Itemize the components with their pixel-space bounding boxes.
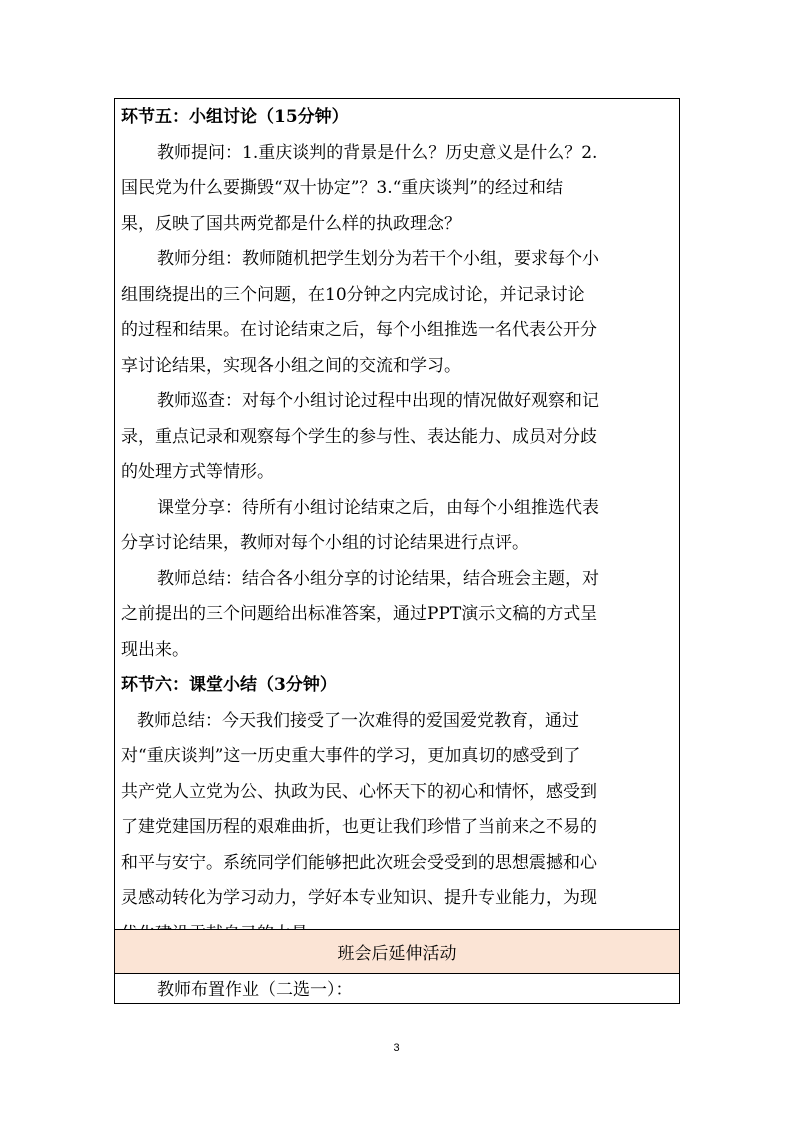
text-line: 教师总结：今天我们接受了一次难得的爱国爱党教育，通过 (137, 710, 579, 731)
text-line: 对“重庆谈判”这一历史重大事件的学习，更加真切的感受到了 (121, 746, 581, 766)
text-line: 教师提问：1.重庆谈判的背景是什么？历史意义是什么？2. (157, 142, 598, 163)
section-heading: 环节六：课堂小结（3分钟） (121, 675, 337, 695)
text-line: 灵感动转化为学习动力，学好本专业知识、提升专业能力，为现 (121, 888, 597, 908)
text-line: 和平与安宁。系统同学们能够把此次班会受受到的思想震撼和心 (121, 852, 597, 873)
text-line: 教师总结：结合各小组分享的讨论结果，结合班会主题，对 (157, 568, 599, 589)
text-line: 的过程和结果。在讨论结束之后，每个小组推选一名代表公开分 (121, 320, 597, 340)
text-line: 的处理方式等情形。 (121, 462, 274, 482)
text-line: 教师布置作业（二选一）： (157, 980, 353, 1000)
main-content-cell (115, 99, 679, 930)
text-line: 果，反映了国共两党都是什么样的执政理念？ (121, 213, 461, 234)
lesson-table (114, 98, 680, 1004)
text-line: 教师巡查：对每个小组讨论过程中出现的情况做好观察和记 (157, 391, 599, 411)
text-line: 课堂分享：待所有小组讨论结束之后，由每个小组推选代表 (157, 497, 599, 518)
page-number: 3 (393, 1042, 400, 1054)
homework-cell (115, 974, 679, 1005)
text-line: 享讨论结果，实现各小组之间的交流和学习。 (121, 355, 461, 376)
text-line: 共产党人立党为公、执政为民、心怀天下的初心和情怀，感受到 (121, 781, 597, 802)
text-line: 了建党建国历程的艰难曲折，也更让我们珍惜了当前来之不易的 (121, 817, 597, 837)
text-line: 之前提出的三个问题给出标准答案，通过PPT演示文稿的方式呈 (121, 604, 598, 624)
text-line: 分享讨论结果，教师对每个小组的讨论结果进行点评。 (121, 533, 529, 553)
text-line: 教师分组：教师随机把学生划分为若干个小组，要求每个小 (157, 249, 599, 269)
text-line: 国民党为什么要撕毁“双十协定”？3.“重庆谈判”的经过和结 (121, 178, 563, 198)
text-line: 录，重点记录和观察每个学生的参与性、表达能力、成员对分歧 (121, 426, 597, 447)
table-section-header: 班会后延伸活动 (115, 930, 679, 974)
text-line: 组围绕提出的三个问题，在10分钟之内完成讨论，并记录讨论 (121, 284, 585, 305)
section-heading: 环节五：小组讨论（15分钟） (121, 107, 349, 127)
text-line: 现出来。 (121, 639, 189, 660)
